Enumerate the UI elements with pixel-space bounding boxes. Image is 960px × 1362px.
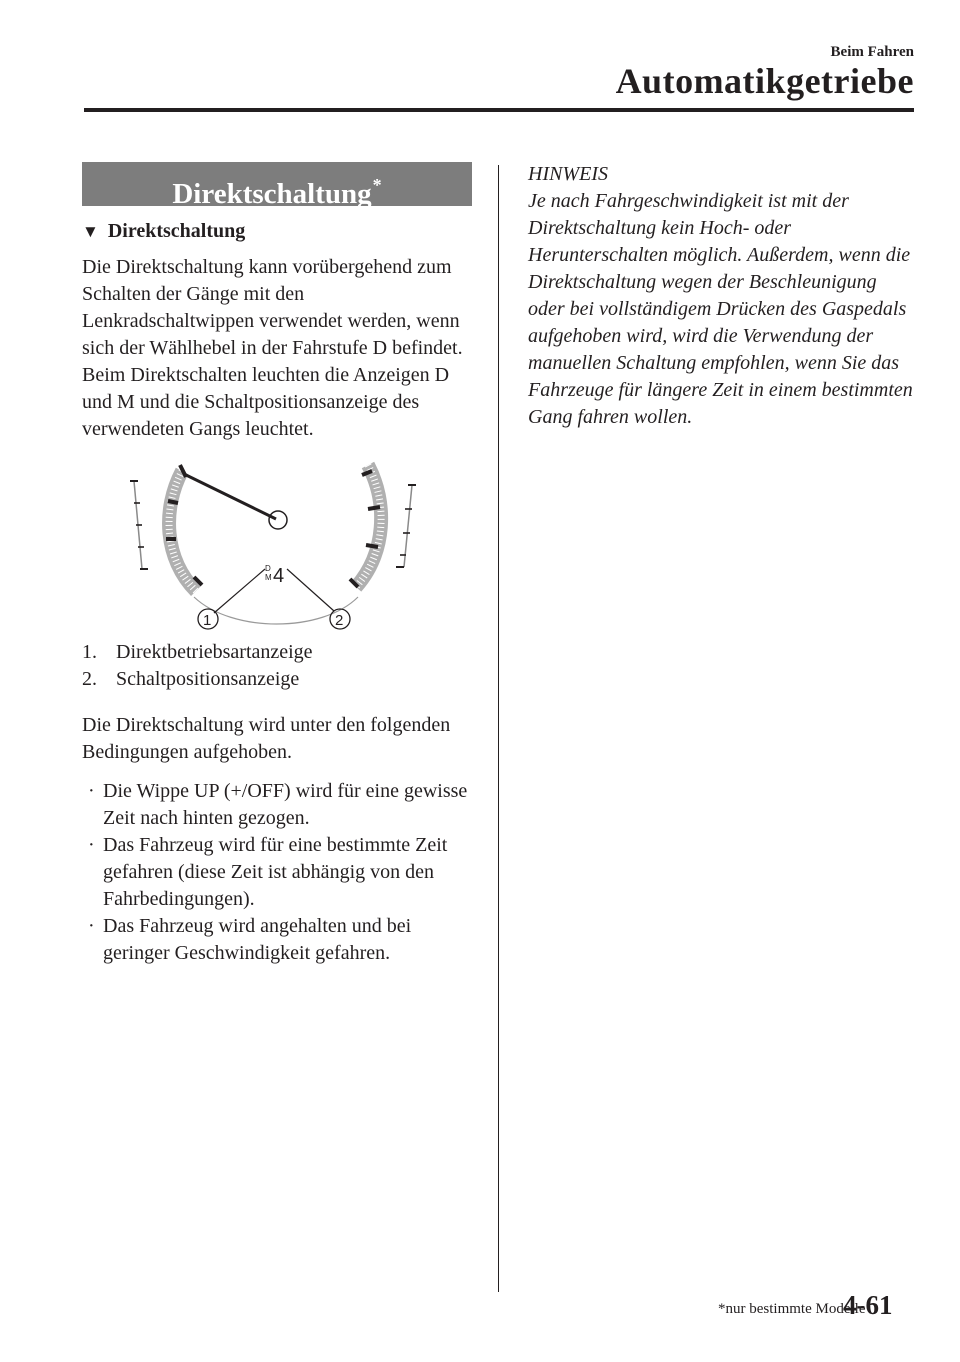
callout-1: 1	[203, 612, 212, 629]
list-item-text: Das Fahrzeug wird angehalten und bei geringer Geschwindigkeit gefahren.	[103, 915, 412, 964]
conditions-list	[82, 778, 472, 967]
caption-text: Direktbetriebsartanzeige	[116, 641, 313, 663]
bullet-icon: ·	[88, 915, 95, 937]
intro-text: Die Direktschaltung kann vorübergehend zum Schalten der Gänge mit den Lenkradschaltwippen verwendet werden, wenn sich der Wählhebel in der Fahrstufe D befindet.	[82, 256, 463, 359]
list-item	[82, 913, 472, 967]
note-body: Je nach Fahrgeschwindigkeit ist mit der Direktschaltung kein Hoch- oder Herunterschalten möglich. Außerdem, wenn die Direktschaltung wegen der Beschleunigung oder bei vollständigem Drücken des Gaspedals aufgehoben wird, wird die Verwendung der manuellen Schaltung empfohlen, wenn Sie das Fahrzeuge für längere Zeit in einem bestimmten Gang fahren wollen.	[528, 190, 913, 428]
list-item-text: Die Wippe UP (+/OFF) wird für eine gewisse Zeit nach hinten gezogen.	[103, 780, 468, 829]
direct-mode-indicator-m: M	[265, 573, 272, 582]
intro-text-2: Beim Direktschalten leuchten die Anzeigen D und M und die Schaltpositionsanzeige des verwendeten Gangs leuchtet.	[82, 364, 450, 440]
page-number: 4-61	[843, 1290, 893, 1320]
left-column	[82, 162, 472, 967]
figure-captions	[82, 639, 472, 693]
caption-item	[82, 639, 472, 666]
note-box	[528, 161, 918, 431]
section-heading-text: Direktschaltung	[172, 178, 372, 210]
instrument-cluster-figure	[82, 449, 472, 639]
list-item	[82, 778, 472, 832]
section-title: Beim Fahren	[830, 44, 914, 60]
bullet-icon: ·	[88, 780, 95, 802]
list-item	[82, 832, 472, 913]
optional-equipment-mark: *	[372, 175, 382, 195]
header-rule	[84, 108, 914, 112]
caption-text: Schaltpositionsanzeige	[116, 668, 300, 690]
caption-item	[82, 666, 472, 693]
conditions-intro: Die Direktschaltung wird unter den folgenden Bedingungen aufgehoben.	[82, 714, 451, 763]
column-divider	[498, 165, 499, 1292]
callout-2: 2	[335, 612, 344, 629]
caption-number: 1.	[82, 641, 97, 663]
gear-position-indicator: 4	[273, 565, 285, 587]
bullet-icon: ·	[88, 834, 95, 856]
intro-paragraph	[82, 254, 472, 443]
subheading-text: Direktschaltung	[107, 220, 246, 242]
subheading	[82, 220, 472, 243]
footnote: *nur bestimmte Modelle	[718, 1301, 866, 1317]
section-heading	[82, 162, 472, 210]
gauge-illustration	[82, 449, 472, 639]
caption-number: 2.	[82, 668, 97, 690]
chapter-title: Automatikgetriebe	[615, 61, 914, 101]
triangle-down-icon: ▼	[82, 221, 99, 241]
list-item-text: Das Fahrzeug wird für eine bestimmte Zeit gefahren (diese Zeit ist abhängig von den Fahrbedingungen).	[103, 834, 448, 910]
note-title: HINWEIS	[528, 163, 608, 185]
direct-mode-indicator-d: D	[265, 564, 271, 573]
